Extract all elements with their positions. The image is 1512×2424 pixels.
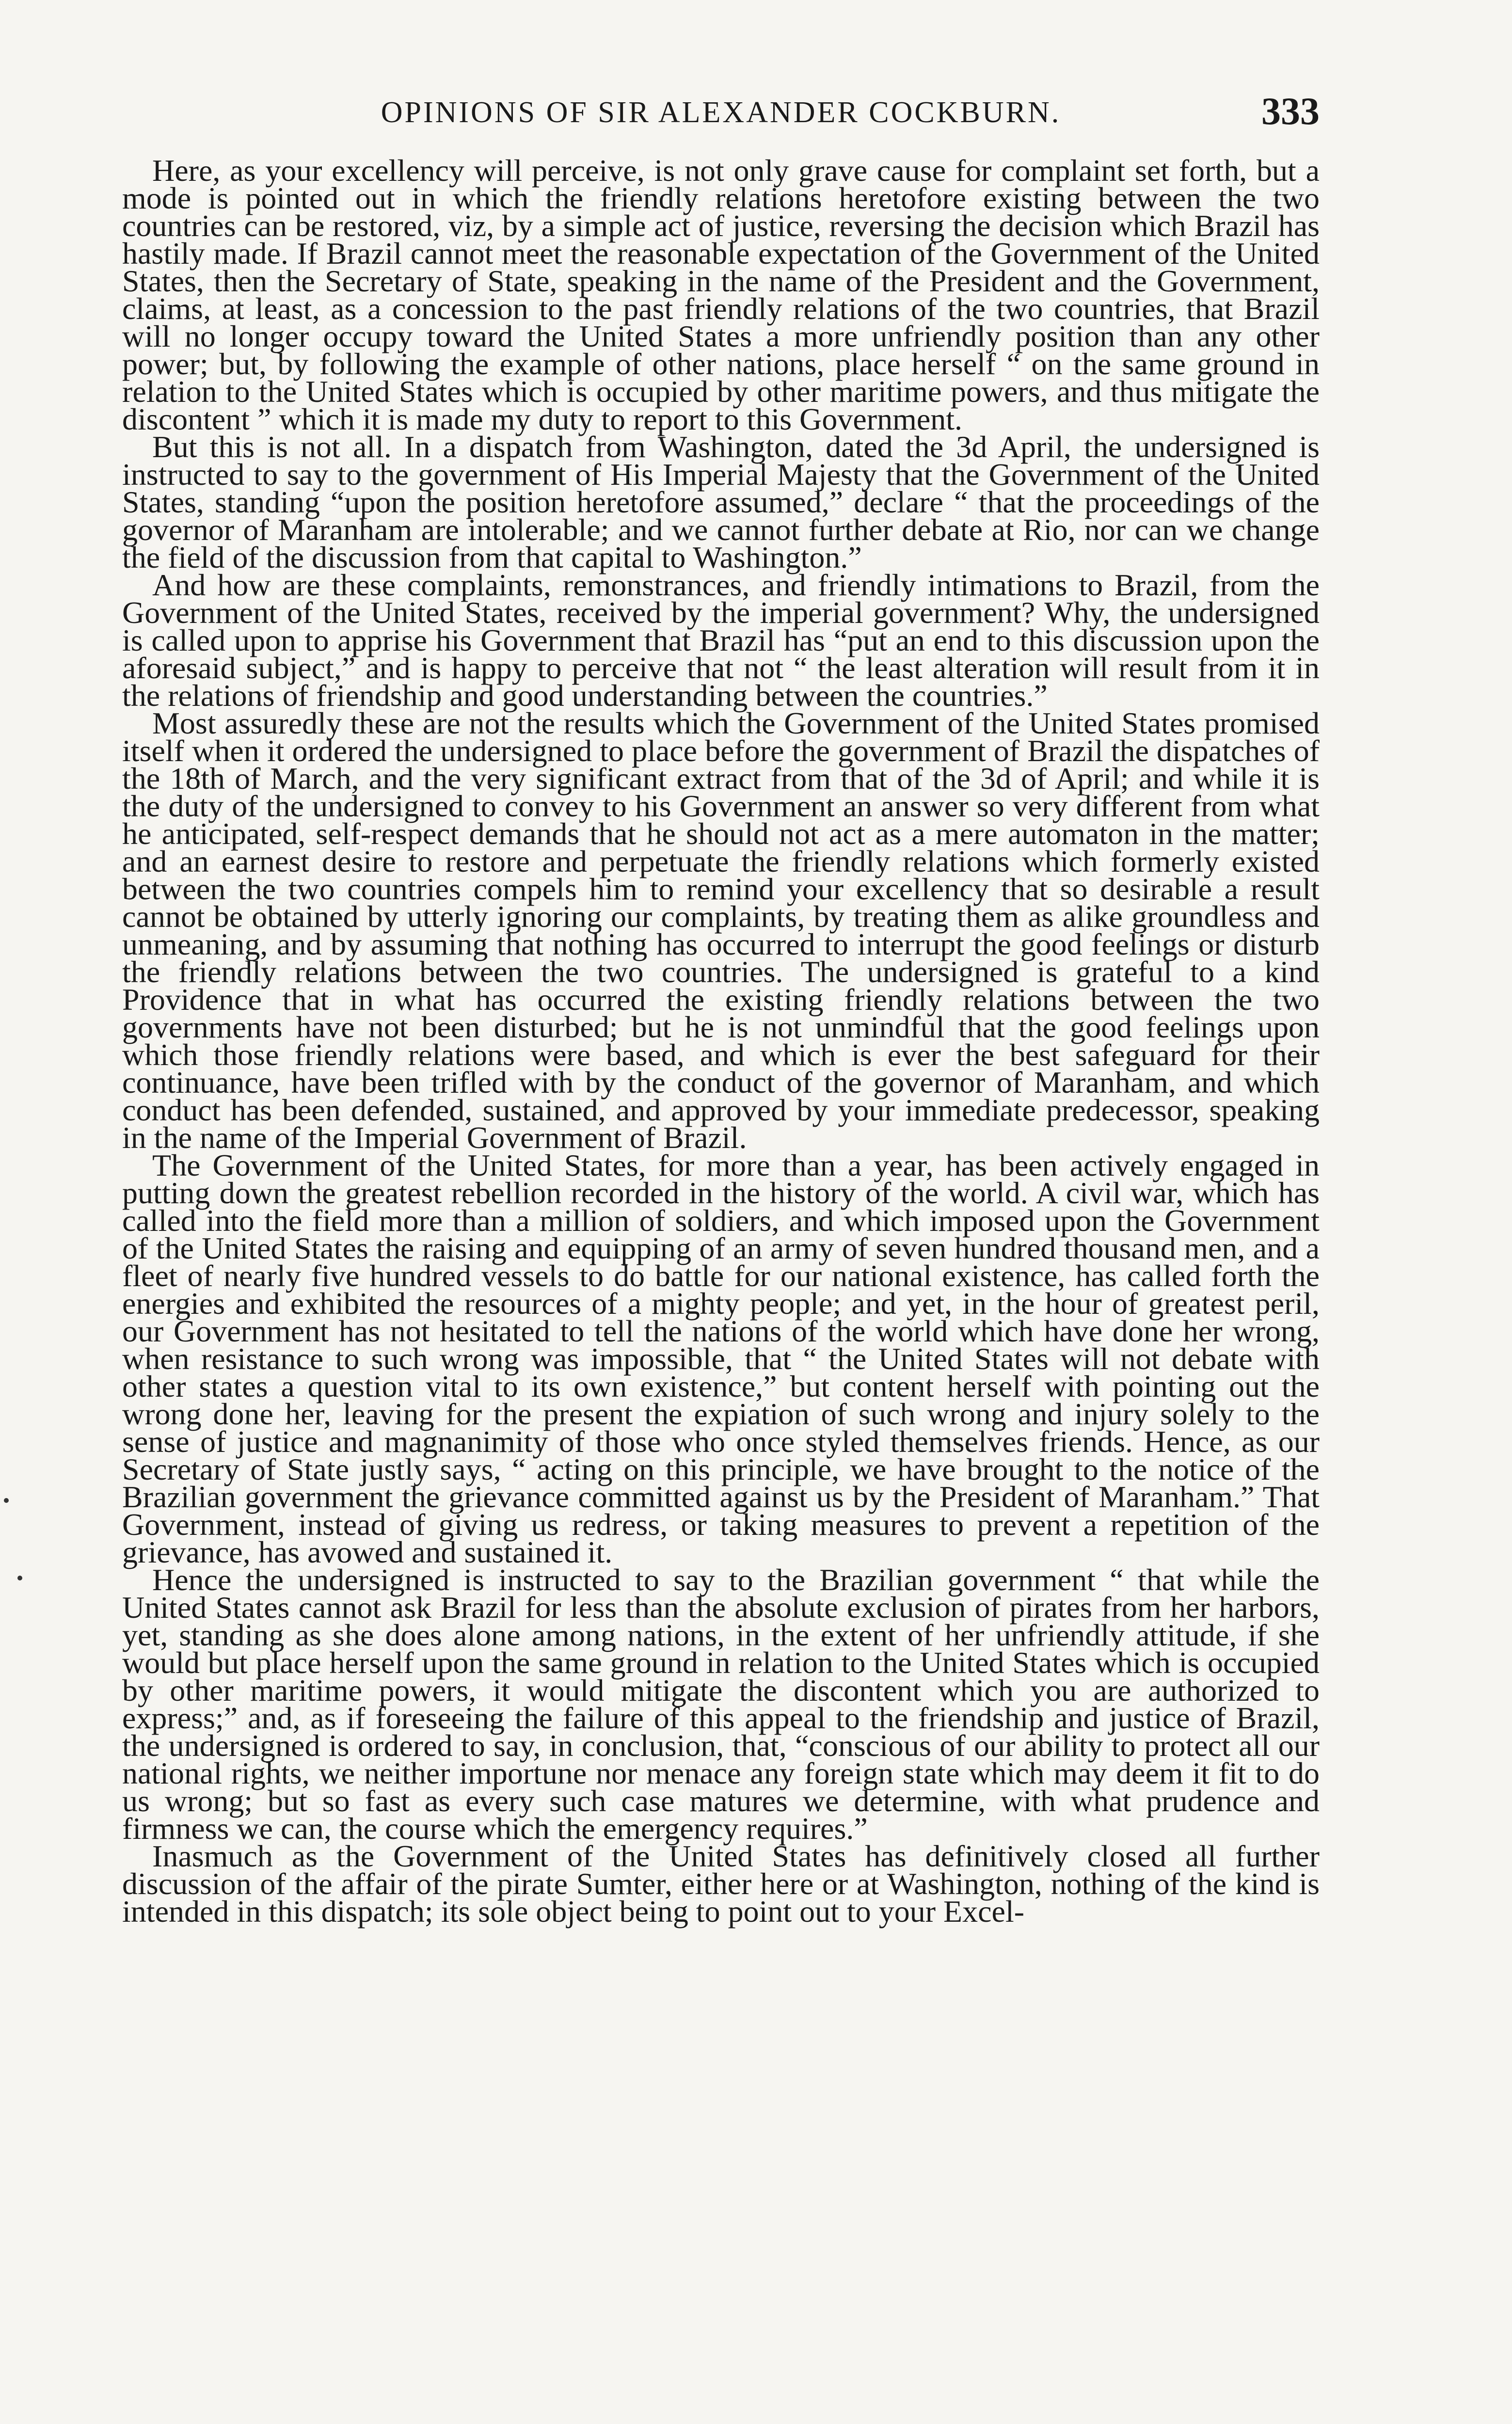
paragraph: Inasmuch as the Government of the United States has definitively closed all further discussion of the affair of the pirate Sumter, either here or at Washington, nothing of the kind is intended in this dispatch; its sole object being to point out to your Excel- [122,1839,1320,1929]
running-title: OPINIONS OF SIR ALEXANDER COCKBURN. [381,96,1061,129]
margin-mark [17,1576,22,1580]
body-text [122,153,1320,1929]
page-header [122,90,1320,143]
document-page [122,90,1320,1929]
margin-mark [4,1498,9,1503]
paragraph: Hence the undersigned is instructed to say to the Brazilian government “ that while the United States cannot ask Brazil for less than the absolute exclusion of pirates from her harbors, yet, standing as she does alone among nations, in the extent of her unfriendly attitude, if she would but place herself upon the same ground in relation to the United States which is occupied by other maritime powers, it would mitigate the discontent which you are authorized to express;” and, as if foreseeing the failure of this appeal to the friendship and justice of Brazil, the undersigned is ordered to say, in conclusion, that, “conscious of our ability to protect all our national rights, we neither importune nor menace any foreign state which may deem it fit to do us wrong; but so fast as every such case matures we determine, with what prudence and firmness we can, the course which the emergency requires.” [122,1563,1320,1846]
paragraph: Here, as your excellency will perceive, is not only grave cause for complaint set forth, but a mode is pointed out in which the friendly relations heretofore existing between the two countries can be restored, viz, by a simple act of justice, reversing the decision which Brazil has hastily made. If Brazil cannot meet the reasonable expectation of the Government of the United States, then the Secretary of State, speaking in the name of the President and the Government, claims, at least, as a concession to the past friendly relations of the two countries, that Brazil will no longer occupy toward the United States a more unfriendly position than any other power; but, by following the example of other nations, place herself “ on the same ground in relation to the United States which is occupied by other maritime powers, and thus mitigate the discontent ” which it is made my duty to report to this Government. [122,153,1320,436]
paragraph: Most assuredly these are not the results which the Government of the United States promised itself when it ordered the undersigned to place before the government of Brazil the dispatches of the 18th of March, and the very significant extract from that of the 3d of April; and while it is the duty of the undersigned to convey to his Government an answer so very different from what he anticipated, self-respect demands that he should not act as a mere automaton in the matter; and an earnest desire to restore and perpetuate the friendly relations which formerly existed between the two countries compels him to remind your excellency that so desirable a result cannot be obtained by utterly ignoring our complaints, by treating them as alike groundless and unmeaning, and by assuming that nothing has occurred to interrupt the good feelings or disturb the friendly relations between the two countries. The undersigned is grateful to a kind Providence that in what has occurred the existing friendly relations between the two governments have not been disturbed; but he is not unmindful that the good feelings upon which those friendly relations were based, and which is ever the best safeguard for their continuance, have been trifled with by the conduct of the governor of Maranham, and which conduct has been defended, sustained, and approved by your immediate predecessor, speaking in the name of the Imperial Government of Brazil. [122,706,1320,1155]
page-number: 333 [1261,90,1320,133]
paragraph: But this is not all. In a dispatch from Washington, dated the 3d April, the undersigned is instructed to say to the government of His Imperial Majesty that the Government of the United States, standing “upon the position heretofore assumed,” declare “ that the proceedings of the governor of Maranham are intolerable; and we cannot further debate at Rio, nor can we change the field of the discussion from that capital to Washington.” [122,430,1320,574]
paragraph: The Government of the United States, for more than a year, has been actively engaged in putting down the greatest rebellion recorded in the history of the world. A civil war, which has called into the field more than a million of soldiers, and which imposed upon the Government of the United States the raising and equipping of an army of seven hundred thousand men, and a fleet of nearly five hundred vessels to do battle for our national existence, has called forth the energies and exhibited the resources of a mighty people; and yet, in the hour of greatest peril, our Government has not hesitated to tell the nations of the world which have done her wrong, when resistance to such wrong was impossible, that “ the United States will not debate with other states a question vital to its own existence,” but content herself with pointing out the wrong done her, leaving for the present the expiation of such wrong and injury solely to the sense of justice and magnanimity of those who once styled themselves friends. Hence, as our Secretary of State justly says, “ acting on this principle, we have brought to the notice of the Brazilian government the grievance committed against us by the President of Maranham.” That Government, instead of giving us redress, or taking measures to prevent a repetition of the grievance, has avowed and sustained it. [122,1148,1320,1569]
paragraph: And how are these complaints, remonstrances, and friendly intimations to Brazil, from the Government of the United States, received by the imperial government? Why, the undersigned is called upon to apprise his Government that Brazil has “put an end to this discussion upon the aforesaid subject,” and is happy to perceive that not “ the least alteration will result from it in the relations of friendship and good understanding between the countries.” [122,568,1320,713]
